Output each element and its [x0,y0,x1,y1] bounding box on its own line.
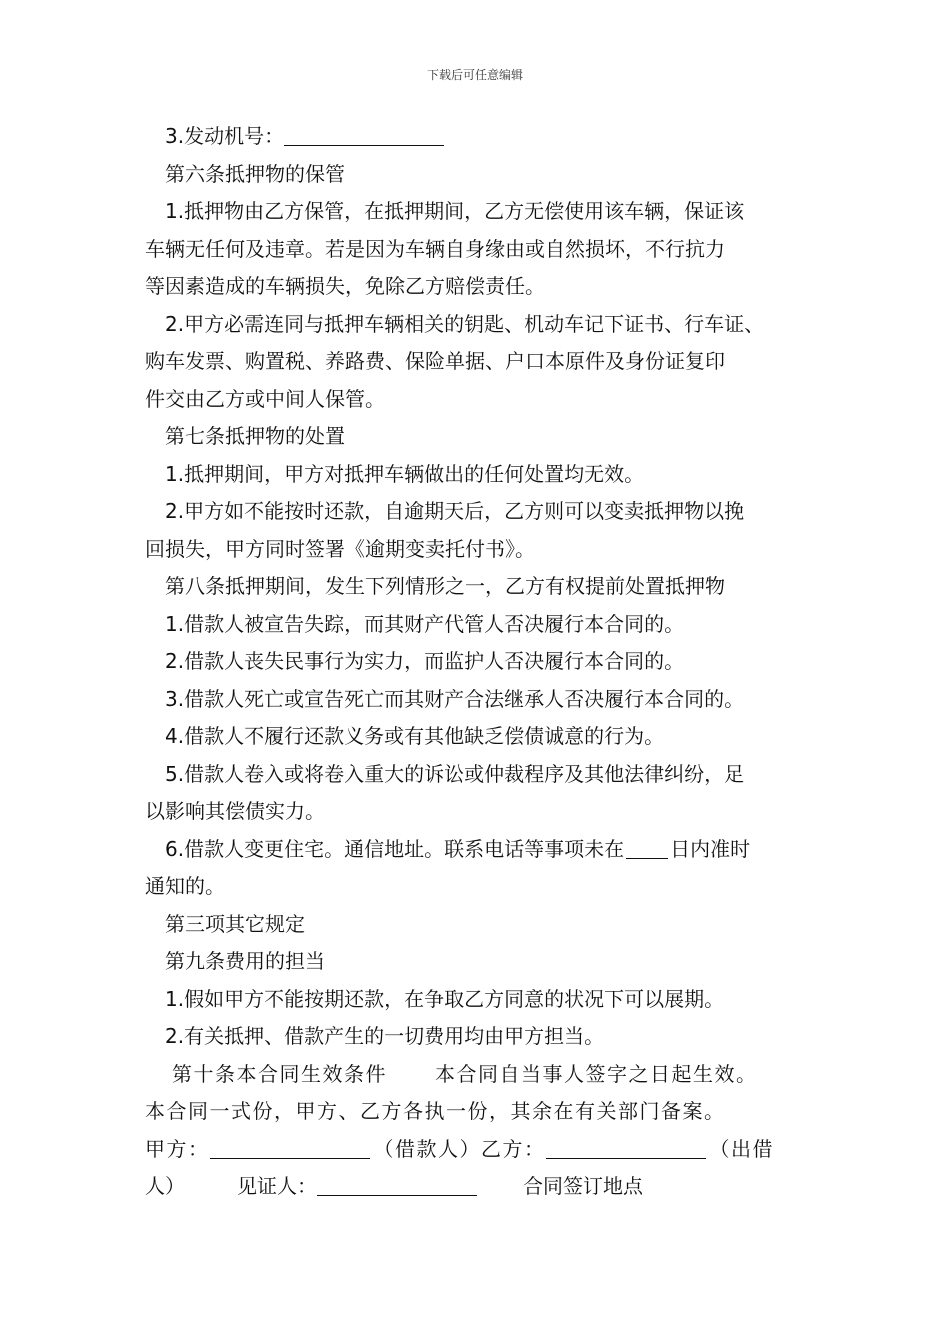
notice-days-text: 6.借款人变更住宅。通信地址。联系电话等事项未在 [165,836,625,861]
paragraph-line: 1.假如甲方不能按期还款，在争取乙方同意的状况下可以展期。 [165,986,725,1011]
paragraph-line: 车辆无任何及违章。若是因为车辆自身缘由或自然损坏，不行抗力 [145,236,725,261]
witness-blank [317,1173,477,1196]
document-body [145,118,810,1206]
paragraph-line: 2.借款人丧失民事行为实力，而监护人否决履行本合同的。 [165,649,685,673]
notice-days-line [145,831,810,869]
notice-days-suffix: 日内准时 [670,836,751,861]
effective-clause: 本合同自当事人签字之日起生效。 [435,1061,758,1086]
article-10-heading: 第十条本合同生效条件 [172,1061,387,1086]
article-9-heading: 第九条费用的担当 [165,949,325,973]
paragraph-line: 2.甲方如不能按时还款，自逾期天后，乙方则可以变卖抵押物以挽 [165,499,745,523]
section-3-heading: 第三项其它规定 [165,911,305,936]
engine-number-blank [284,123,444,146]
article-6-heading: 第六条抵押物的保管 [165,161,345,186]
lender-label: （出借 [709,1136,774,1161]
witness-line [145,1168,810,1206]
page-header: 下载后可任意编辑 [426,68,523,82]
paragraph-line: 等因素造成的车辆损失，免除乙方赔偿责任。 [145,274,545,298]
paragraph-line: 2.有关抵押、借款产生的一切费用均由甲方担当。 [165,1024,605,1048]
paragraph-line: 4.借款人不履行还款义务或有其他缺乏偿债诚意的行为。 [165,724,665,748]
paragraph-line: 2.甲方必需连同与抵押车辆相关的钥匙、机动车记下证书、行车证、 [165,311,765,336]
paragraph-line: 以影响其偿债实力。 [145,799,325,823]
party-a-blank [210,1136,370,1159]
party-line [145,1131,810,1169]
article-7-heading: 第七条抵押物的处置 [165,424,345,448]
paragraph-line: 3.借款人死亡或宣告死亡而其财产合法继承人否决履行本合同的。 [165,686,745,711]
signing-place-label: 合同签订地点 [523,1174,643,1198]
paragraph-line: 通知的。 [145,874,225,898]
engine-number-line [145,118,810,156]
paragraph-line: 回损失，甲方同时签署《逾期变卖托付书》。 [145,536,535,561]
paragraph-line: 1.抵押期间，甲方对抵押车辆做出的任何处置均无效。 [165,461,645,486]
article-8-heading: 第八条抵押期间，发生下列情形之一，乙方有权提前处置抵押物 [165,574,725,598]
copies-line: 本合同一式份，甲方、乙方各执一份，其余在有关部门备案。 [145,1099,726,1123]
engine-number-label: 3.发动机号： [165,124,285,148]
witness-label: 见证人： [237,1174,317,1198]
paragraph-line: 购车发票、购置税、养路费、保险单据、户口本原件及身份证复印 [145,349,725,373]
party-a-label: 甲方： [145,1136,210,1161]
party-b-blank [546,1136,706,1159]
paragraph-line: 5.借款人卷入或将卷入重大的诉讼或仲裁程序及其他法律纠纷，足 [165,761,745,786]
paragraph-line: 1.抵押物由乙方保管，在抵押期间，乙方无偿使用该车辆，保证该 [165,199,745,223]
paragraph-line: 1.借款人被宣告失踪，而其财产代管人否决履行本合同的。 [165,611,685,636]
party-b-label: （借款人）乙方： [373,1136,546,1161]
paragraph-line: 件交由乙方或中间人保管。 [145,386,385,411]
article-10-line [145,1056,810,1094]
lender-label-end: 人） [145,1174,185,1198]
notice-days-blank [626,836,668,859]
